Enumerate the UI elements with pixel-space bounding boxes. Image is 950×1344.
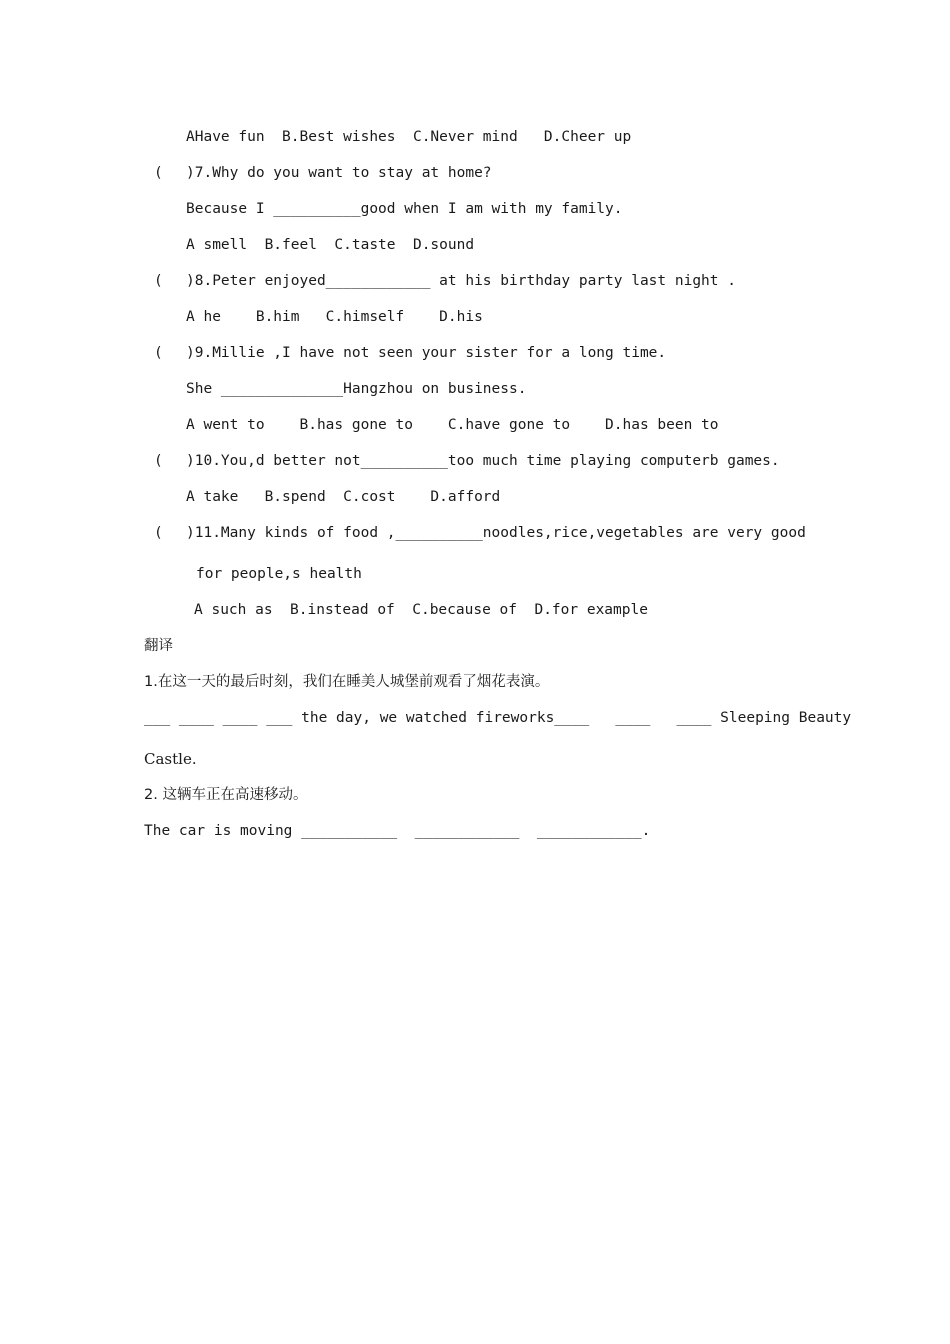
q8-options: A he B.him C.himself D.his (186, 309, 483, 325)
q11-answer-paren: ( (154, 525, 163, 541)
translation-item1-english-line2: Castle. (144, 750, 197, 768)
q8-answer-paren: ( (154, 273, 163, 289)
q11-options: A such as B.instead of C.because of D.for example (194, 602, 648, 618)
q10-answer-paren: ( (154, 453, 163, 469)
q7-sentence: Because I __________good when I am with my family. (186, 201, 623, 217)
q9-sentence: She ______________Hangzhou on business. (186, 381, 527, 397)
q10-options: A take B.spend C.cost D.afford (186, 489, 501, 505)
q6-options: AHave fun B.Best wishes C.Never mind D.Cheer up (186, 129, 632, 145)
q9-stem: )9.Millie ,I have not seen your sister for a long time. (186, 345, 667, 361)
q9-options: A went to B.has gone to C.have gone to D.has been to (186, 417, 719, 433)
translation-item1-chinese: 1.在这一天的最后时刻，我们在睡美人城堡前观看了烟花表演。 (144, 674, 550, 690)
q8-stem: )8.Peter enjoyed____________ at his birthday party last night . (186, 273, 736, 289)
q11-stem: )11.Many kinds of food ,__________noodles,rice,vegetables are very good (186, 525, 806, 541)
translation-heading: 翻译 (144, 638, 173, 654)
q11-continuation: for people,s health (196, 566, 362, 582)
q10-stem: )10.You,d better not__________too much time playing computerb games. (186, 453, 780, 469)
translation-item2-english: The car is moving ___________ ____________ ____________. (144, 823, 651, 839)
q7-stem: )7.Why do you want to stay at home? (186, 165, 492, 181)
q9-answer-paren: ( (154, 345, 163, 361)
q7-options: A smell B.feel C.taste D.sound (186, 237, 475, 253)
translation-item1-english-line1: ___ ____ ____ ___ the day, we watched fireworks____ ____ ____ Sleeping Beauty (144, 710, 852, 726)
q7-answer-paren: ( (154, 165, 163, 181)
translation-item2-chinese: 2. 这辆车正在高速移动。 (144, 787, 308, 803)
